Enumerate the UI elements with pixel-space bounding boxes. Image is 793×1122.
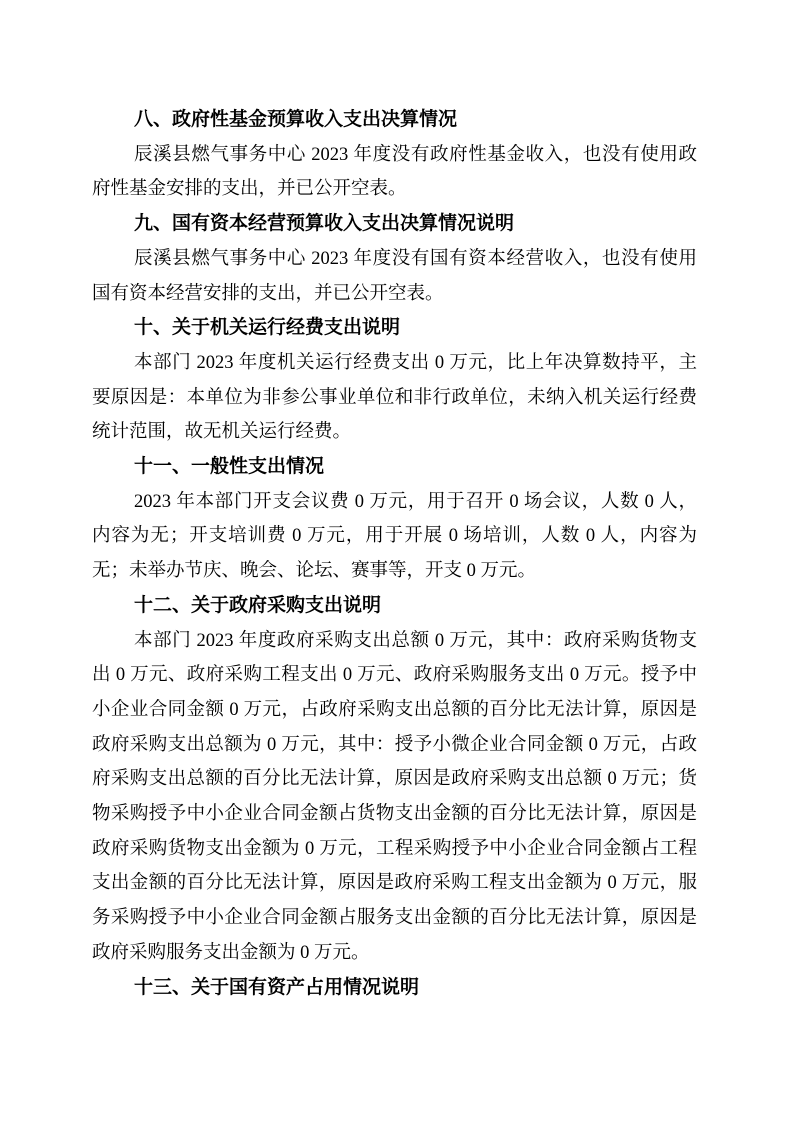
paragraph-line: 府性基金安排的支出，并已公开空表。 [92, 179, 407, 200]
paragraph-line: 2023 年本部门开支会议费 0 万元，用于召开 0 场会议，人数 0 人， [134, 491, 697, 512]
paragraph-line: 内容为无；开支培训费 0 万元，用于开展 0 场培训，人数 0 人，内容为 [92, 526, 697, 547]
paragraph-line: 统计范围，故无机关运行经费。 [92, 422, 352, 443]
heading-section-9-state-capital: 九、国有资本经营预算收入支出决算情况说明 [134, 213, 515, 235]
paragraph-line: 支出金额的百分比无法计算，原因是政府采购工程支出金额为 0 万元，服 [92, 873, 697, 894]
paragraph-line: 国有资本经营安排的支出，并已公开空表。 [92, 283, 444, 304]
paragraph-line: 政府采购服务支出金额为 0 万元。 [92, 942, 370, 963]
paragraph-line: 本部门 2023 年度政府采购支出总额 0 万元，其中：政府采购货物支 [134, 630, 697, 651]
heading-section-10-operating-expenses: 十、关于机关运行经费支出说明 [134, 317, 401, 339]
paragraph-line: 政府采购货物支出金额为 0 万元，工程采购授予中小企业合同金额占工程 [92, 838, 697, 859]
paragraph-line: 政府采购支出总额为 0 万元，其中：授予小微企业合同金额 0 万元，占政 [92, 734, 697, 755]
paragraph-line: 务采购授予中小企业合同金额占服务支出金额的百分比无法计算，原因是 [92, 908, 697, 929]
paragraph-line: 无；未举办节庆、晚会、论坛、赛事等，开支 0 万元。 [92, 561, 537, 582]
heading-section-11-general-expenditure: 十一、一般性支出情况 [134, 456, 325, 478]
paragraph-line: 物采购授予中小企业合同金额占货物支出金额的百分比无法计算，原因是 [92, 804, 697, 825]
heading-section-12-gov-procurement: 十二、关于政府采购支出说明 [134, 594, 382, 616]
paragraph-line: 出 0 万元、政府采购工程支出 0 万元、政府采购服务支出 0 万元。授予中 [92, 665, 697, 686]
text-block [92, 0, 697, 1005]
heading-section-8-gov-fund-budget: 八、政府性基金预算收入支出决算情况 [134, 109, 458, 130]
paragraph-line: 要原因是：本单位为非参公事业单位和非行政单位，未纳入机关运行经费 [92, 387, 697, 408]
paragraph-line: 辰溪县燃气事务中心 2023 年度没有国有资本经营收入，也没有使用 [134, 248, 697, 269]
paragraph-line: 府采购支出总额的百分比无法计算，原因是政府采购支出总额 0 万元；货 [92, 769, 697, 790]
heading-section-13-state-assets: 十三、关于国有资产占用情况说明 [134, 976, 420, 998]
paragraph-line: 本部门 2023 年度机关运行经费支出 0 万元，比上年决算数持平，主 [134, 352, 697, 373]
paragraph-line: 小企业合同金额 0 万元，占政府采购支出总额的百分比无法计算，原因是 [92, 699, 697, 720]
paragraph-line: 辰溪县燃气事务中心 2023 年度没有政府性基金收入，也没有使用政 [134, 144, 697, 165]
